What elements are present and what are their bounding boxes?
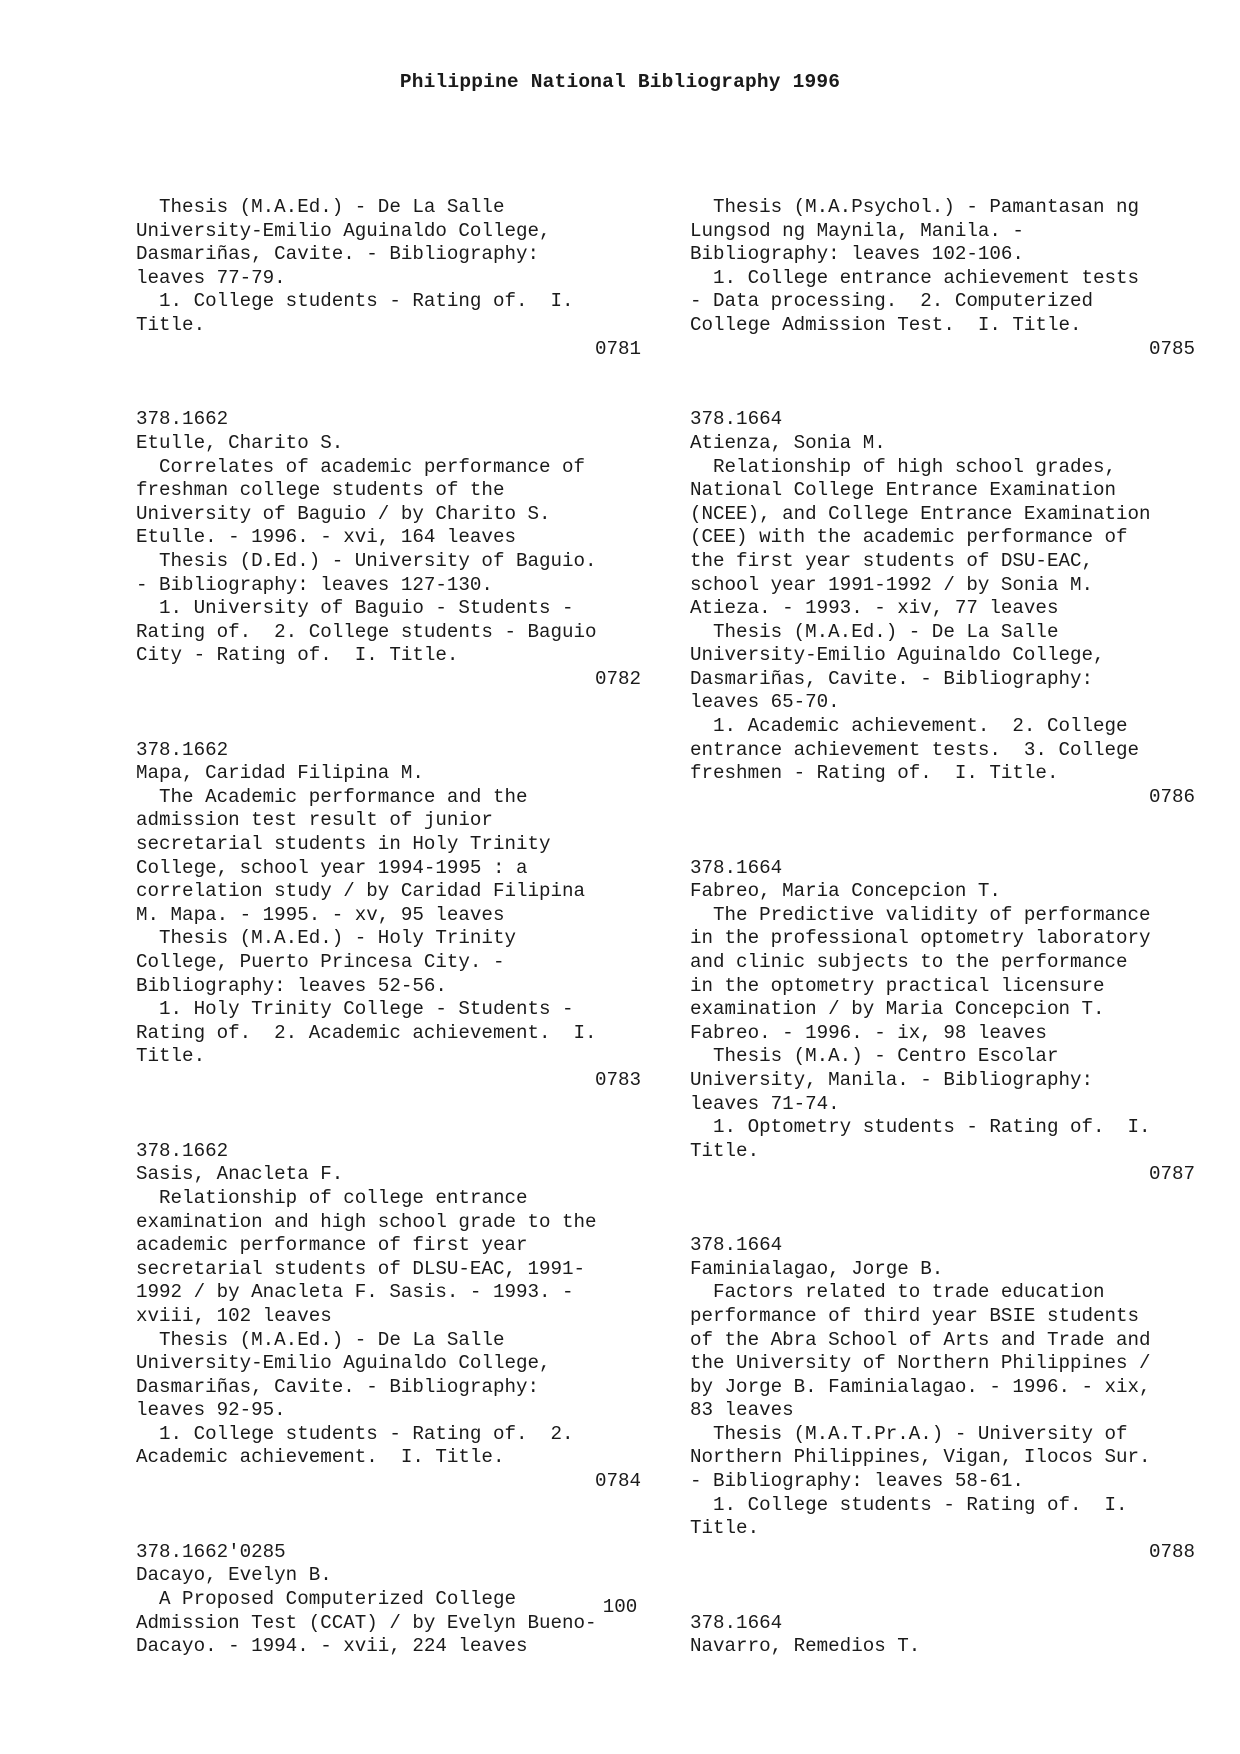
entry-line: Fabreo. - 1996. - ix, 98 leaves — [690, 1021, 1047, 1044]
entry-line: of the Abra School of Arts and Trade and — [690, 1328, 1151, 1351]
entry-line: Sasis, Anacleta F. — [136, 1163, 344, 1186]
entry-line: Dacayo. - 1994. - xvii, 224 leaves — [136, 1635, 528, 1658]
entry-line: Rating of. 2. College students - Baguio — [136, 620, 597, 643]
entry-number: 0786 — [1148, 785, 1195, 808]
entry-line: Title. — [136, 1045, 206, 1068]
entry-line: leaves 77-79. — [136, 266, 286, 289]
entry-line: University, Manila. - Bibliography: — [690, 1068, 1094, 1091]
entry-line: National College Entrance Examination — [690, 479, 1117, 502]
entry-line: 378.1664 — [690, 408, 783, 431]
entry-line: 378.1662 — [136, 1139, 229, 1162]
entry-line: Etulle. - 1996. - xvi, 164 leaves — [136, 526, 516, 549]
entry-line: City - Rating of. I. Title. — [136, 644, 459, 667]
entry-number: 0781 — [594, 337, 641, 360]
entry-line: Thesis (M.A.Ed.) - Holy Trinity — [136, 927, 516, 950]
entry-line: secretarial students of DLSU-EAC, 1991- — [136, 1257, 586, 1280]
entry-line: Thesis (M.A.Ed.) - De La Salle — [136, 196, 505, 218]
entry-line: Relationship of high school grades, — [690, 455, 1117, 478]
right-column — [690, 196, 1195, 1659]
entry-line: 378.1662 — [136, 738, 229, 761]
entry-line: Atienza, Sonia M. — [690, 431, 886, 454]
entry-line: Bibliography: leaves 52-56. — [136, 974, 447, 997]
entry-line: Thesis (M.A.Ed.) - De La Salle — [136, 1328, 505, 1351]
bibliography-entry — [136, 408, 641, 738]
entry-line: Dasmariñas, Cavite. - Bibliography: — [690, 667, 1094, 690]
entry-line: entrance achievement tests. 3. College — [690, 738, 1140, 761]
entry-line: College, Puerto Princesa City. - — [136, 951, 505, 973]
entry-line: 1. College students - Rating of. I. — [690, 1493, 1128, 1516]
entry-line: Academic achievement. I. Title. — [136, 1446, 505, 1469]
entry-line: 1. University of Baguio - Students - — [136, 597, 574, 620]
entry-line: Faminialagao, Jorge B. — [690, 1257, 944, 1280]
entry-number: 0785 — [1148, 337, 1195, 360]
entry-line: 378.1664 — [690, 1611, 783, 1634]
entry-line: Dacayo, Evelyn B. — [136, 1564, 332, 1587]
entry-line: Mapa, Caridad Filipina M. — [136, 762, 424, 785]
entry-line: Factors related to trade education — [690, 1281, 1105, 1304]
entry-line: Lungsod ng Maynila, Manila. - — [690, 219, 1024, 242]
entry-line: Thesis (M.A.T.Pr.A.) - University of — [690, 1422, 1128, 1445]
entry-line: The Academic performance and the — [136, 785, 528, 808]
entry-line: - Data processing. 2. Computerized — [690, 290, 1094, 313]
entry-number: 0783 — [594, 1068, 641, 1091]
entry-number: 0788 — [1148, 1540, 1195, 1563]
bibliography-entry — [136, 196, 641, 408]
entry-line: M. Mapa. - 1995. - xv, 95 leaves — [136, 903, 505, 926]
entry-line: 1. College students - Rating of. I. — [136, 290, 574, 313]
entry-line: the first year students of DSU-EAC, — [690, 549, 1094, 572]
bibliography-entry — [690, 408, 1195, 856]
entry-line: leaves 71-74. — [690, 1092, 840, 1115]
bibliography-entry — [136, 739, 641, 1140]
entry-line: 378.1664 — [690, 1234, 783, 1257]
entry-line: Correlates of academic performance of — [136, 455, 586, 478]
entry-line: Navarro, Remedios T. — [690, 1635, 921, 1658]
entry-number: 0782 — [594, 667, 641, 690]
entry-line: University-Emilio Aguinaldo College, — [690, 644, 1105, 667]
entry-line: Dasmariñas, Cavite. - Bibliography: — [136, 1375, 540, 1398]
entry-line: academic performance of first year — [136, 1234, 528, 1257]
entry-line: A Proposed Computerized College — [136, 1588, 516, 1611]
entry-line: Title. — [136, 313, 206, 336]
entry-line: Northern Philippines, Vigan, Ilocos Sur. — [690, 1446, 1151, 1469]
bibliography-entry — [690, 1234, 1195, 1612]
bibliography-entry — [690, 857, 1195, 1235]
entry-line: leaves 65-70. — [690, 691, 840, 714]
entry-line: 1. College students - Rating of. 2. — [136, 1422, 574, 1445]
entry-line: College Admission Test. I. Title. — [690, 313, 1082, 336]
left-column — [136, 196, 641, 1659]
entry-line: 1. College entrance achievement tests — [690, 266, 1140, 289]
entry-line: 378.1664 — [690, 856, 783, 879]
entry-line: Thesis (M.A.) - Centro Escolar — [690, 1045, 1059, 1068]
entry-line: Atieza. - 1993. - xiv, 77 leaves — [690, 597, 1059, 620]
entry-line: (NCEE), and College Entrance Examination — [690, 502, 1151, 525]
entry-line: Dasmariñas, Cavite. - Bibliography: — [136, 243, 540, 266]
entry-line: and clinic subjects to the performance — [690, 951, 1128, 973]
entry-line: 1. Optometry students - Rating of. I. — [690, 1116, 1151, 1139]
page-header: Philippine National Bibliography 1996 — [399, 71, 841, 93]
bibliography-entry — [690, 1612, 1195, 1659]
entry-line: freshman college students of the — [136, 479, 505, 502]
entry-line: secretarial students in Holy Trinity — [136, 833, 551, 856]
entry-line: freshmen - Rating of. I. Title. — [690, 762, 1059, 785]
entry-line: leaves 92-95. — [136, 1399, 286, 1422]
entry-line: admission test result of junior — [136, 809, 493, 832]
entry-line: in the professional optometry laboratory — [690, 927, 1151, 950]
entry-line: The Predictive validity of performance — [690, 903, 1151, 926]
entry-line: performance of third year BSIE students — [690, 1304, 1140, 1327]
entry-line: Etulle, Charito S. — [136, 431, 344, 454]
entry-line: Thesis (D.Ed.) - University of Baguio. — [136, 549, 597, 572]
entry-line: Bibliography: leaves 102-106. — [690, 243, 1024, 266]
entry-line: Thesis (M.A.Psychol.) - Pamantasan ng — [690, 196, 1140, 218]
entry-line: Title. — [690, 1139, 760, 1162]
page-number: 100 — [602, 1596, 638, 1618]
entry-line: (CEE) with the academic performance of — [690, 526, 1128, 549]
entry-line: 1. Academic achievement. 2. College — [690, 715, 1128, 738]
entry-line: Rating of. 2. Academic achievement. I. — [136, 1021, 597, 1044]
entry-line: examination and high school grade to the — [136, 1210, 597, 1233]
entry-line: University of Baguio / by Charito S. — [136, 502, 551, 525]
entry-number: 0784 — [594, 1470, 641, 1493]
entry-line: 83 leaves — [690, 1399, 794, 1422]
entry-line: in the optometry practical licensure — [690, 974, 1105, 997]
entry-line: by Jorge B. Faminialagao. - 1996. - xix, — [690, 1375, 1151, 1398]
entry-line: Title. — [690, 1517, 760, 1540]
entry-line: school year 1991-1992 / by Sonia M. — [690, 573, 1094, 596]
entry-line: University-Emilio Aguinaldo College, — [136, 219, 551, 242]
bibliography-entry — [136, 1140, 641, 1541]
entry-line: 1. Holy Trinity College - Students - — [136, 998, 574, 1021]
entry-line: correlation study / by Caridad Filipina — [136, 880, 586, 903]
entry-number: 0787 — [1148, 1163, 1195, 1186]
entry-line: Admission Test (CCAT) / by Evelyn Bueno- — [136, 1611, 597, 1634]
bibliography-entry — [690, 196, 1195, 408]
entry-line: the University of Northern Philippines / — [690, 1352, 1151, 1375]
entry-line: 378.1662'0285 — [136, 1540, 286, 1563]
entry-line: xviii, 102 leaves — [136, 1304, 332, 1327]
entry-line: College, school year 1994-1995 : a — [136, 856, 528, 879]
entry-line: Relationship of college entrance — [136, 1186, 528, 1209]
entry-line: - Bibliography: leaves 127-130. — [136, 573, 493, 596]
entry-line: Fabreo, Maria Concepcion T. — [690, 880, 1001, 903]
entry-line: University-Emilio Aguinaldo College, — [136, 1352, 551, 1375]
entry-line: 378.1662 — [136, 408, 229, 431]
entry-line: 1992 / by Anacleta F. Sasis. - 1993. - — [136, 1281, 574, 1304]
entry-line: examination / by Maria Concepcion T. — [690, 998, 1105, 1021]
entry-line: - Bibliography: leaves 58-61. — [690, 1470, 1024, 1493]
entry-line: Thesis (M.A.Ed.) - De La Salle — [690, 620, 1059, 643]
